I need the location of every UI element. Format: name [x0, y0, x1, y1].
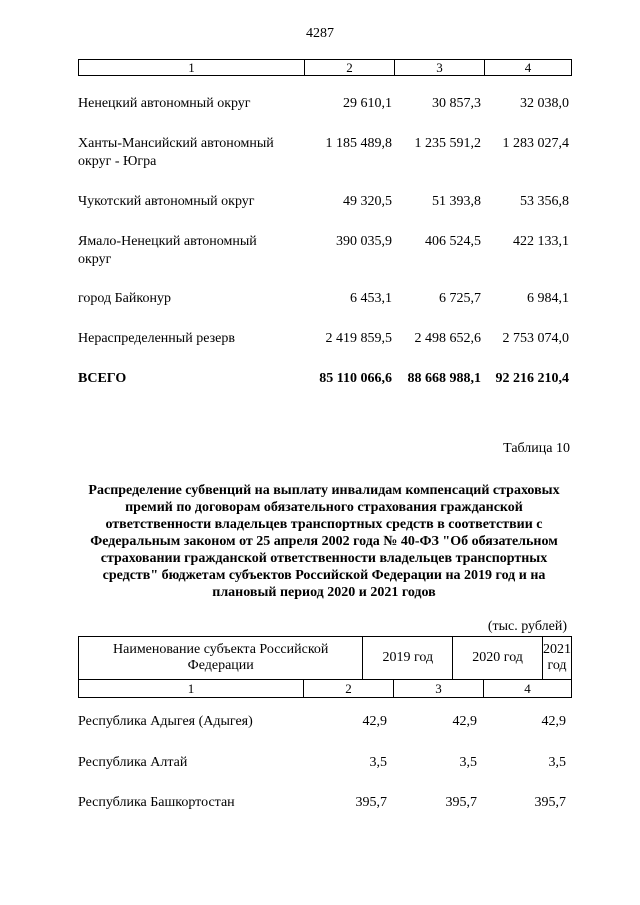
value-2020: 406 524,5 [425, 234, 481, 249]
region-name: Нераспределенный резерв [78, 331, 235, 346]
column-number: 4 [483, 680, 571, 697]
column-number: 4 [484, 60, 571, 75]
value-2019: 29 610,1 [343, 96, 392, 111]
value-2019: 3,5 [369, 755, 387, 770]
header-2019: 2019 год [362, 637, 452, 679]
region-name: Ненецкий автономный округ [78, 96, 251, 111]
value-2020: 3,5 [459, 755, 477, 770]
value-2021: 2 753 074,0 [502, 331, 569, 346]
value-2019: 1 185 489,8 [325, 136, 392, 151]
value-2021: 395,7 [534, 795, 566, 810]
value-2021: 1 283 027,4 [502, 136, 569, 151]
header-region: Наименование субъекта Российской Федерации [113, 642, 329, 673]
total-label: ВСЕГО [78, 371, 127, 386]
value-2021: 422 133,1 [513, 234, 569, 249]
value-2019: 49 320,5 [343, 194, 392, 209]
units-label: (тыс. рублей) [487, 619, 567, 634]
region-name: город Байконур [78, 291, 171, 306]
value-2019: 2 419 859,5 [325, 331, 392, 346]
column-number: 3 [393, 680, 483, 697]
total-2020: 88 668 988,1 [407, 371, 481, 386]
table-label: Таблица 10 [503, 441, 570, 456]
value-2020: 2 498 652,6 [414, 331, 481, 346]
value-2019: 390 035,9 [336, 234, 392, 249]
value-2020: 395,7 [445, 795, 477, 810]
value-2019: 6 453,1 [350, 291, 392, 306]
value-2021: 6 984,1 [527, 291, 569, 306]
value-2020: 1 235 591,2 [414, 136, 481, 151]
table-header [78, 636, 572, 698]
column-number: 2 [304, 60, 394, 75]
region-name: Республика Алтай [78, 755, 188, 770]
value-2020: 30 857,3 [432, 96, 481, 111]
value-2020: 6 725,7 [439, 291, 481, 306]
value-2021: 32 038,0 [520, 96, 569, 111]
region-name: Чукотский автономный округ [78, 194, 255, 209]
region-name: Республика Адыгея (Адыгея) [78, 714, 253, 729]
value-2021: 42,9 [541, 714, 566, 729]
region-name: Ямало-Ненецкий автономный округ [78, 234, 257, 267]
region-name: Республика Башкортостан [78, 795, 235, 810]
total-2021: 92 216 210,4 [495, 371, 569, 386]
value-2019: 42,9 [362, 714, 387, 729]
page-number: 4287 [306, 26, 334, 41]
column-number: 1 [188, 60, 195, 75]
header-2020: 2020 год [452, 637, 542, 679]
column-number: 3 [394, 60, 484, 75]
header-2021: 2021 год [542, 637, 571, 679]
column-number-row [78, 59, 572, 76]
value-2019: 395,7 [355, 795, 387, 810]
value-2021: 3,5 [548, 755, 566, 770]
column-number: 2 [303, 680, 393, 697]
region-name: Ханты-Мансийский автономный округ - Югра [78, 136, 274, 169]
value-2020: 51 393,8 [432, 194, 481, 209]
value-2020: 42,9 [452, 714, 477, 729]
table-title: Распределение субвенций на выплату инвалидам компенсаций страховых премий по договорам обязательного страхования гражданской ответственности владельцев транспортных средств в соответствии с Федеральным законом от 25 апреля 2002 года № 40-ФЗ "Об обязательном страховании гражданской ответственности владельцев транспортных средств" бюджетам субъектов Российской Федерации на 2019 год и на плановый период 2020 и 2021 годов [88, 483, 560, 600]
column-number: 1 [187, 680, 195, 696]
total-2019: 85 110 066,6 [319, 371, 392, 386]
value-2021: 53 356,8 [520, 194, 569, 209]
